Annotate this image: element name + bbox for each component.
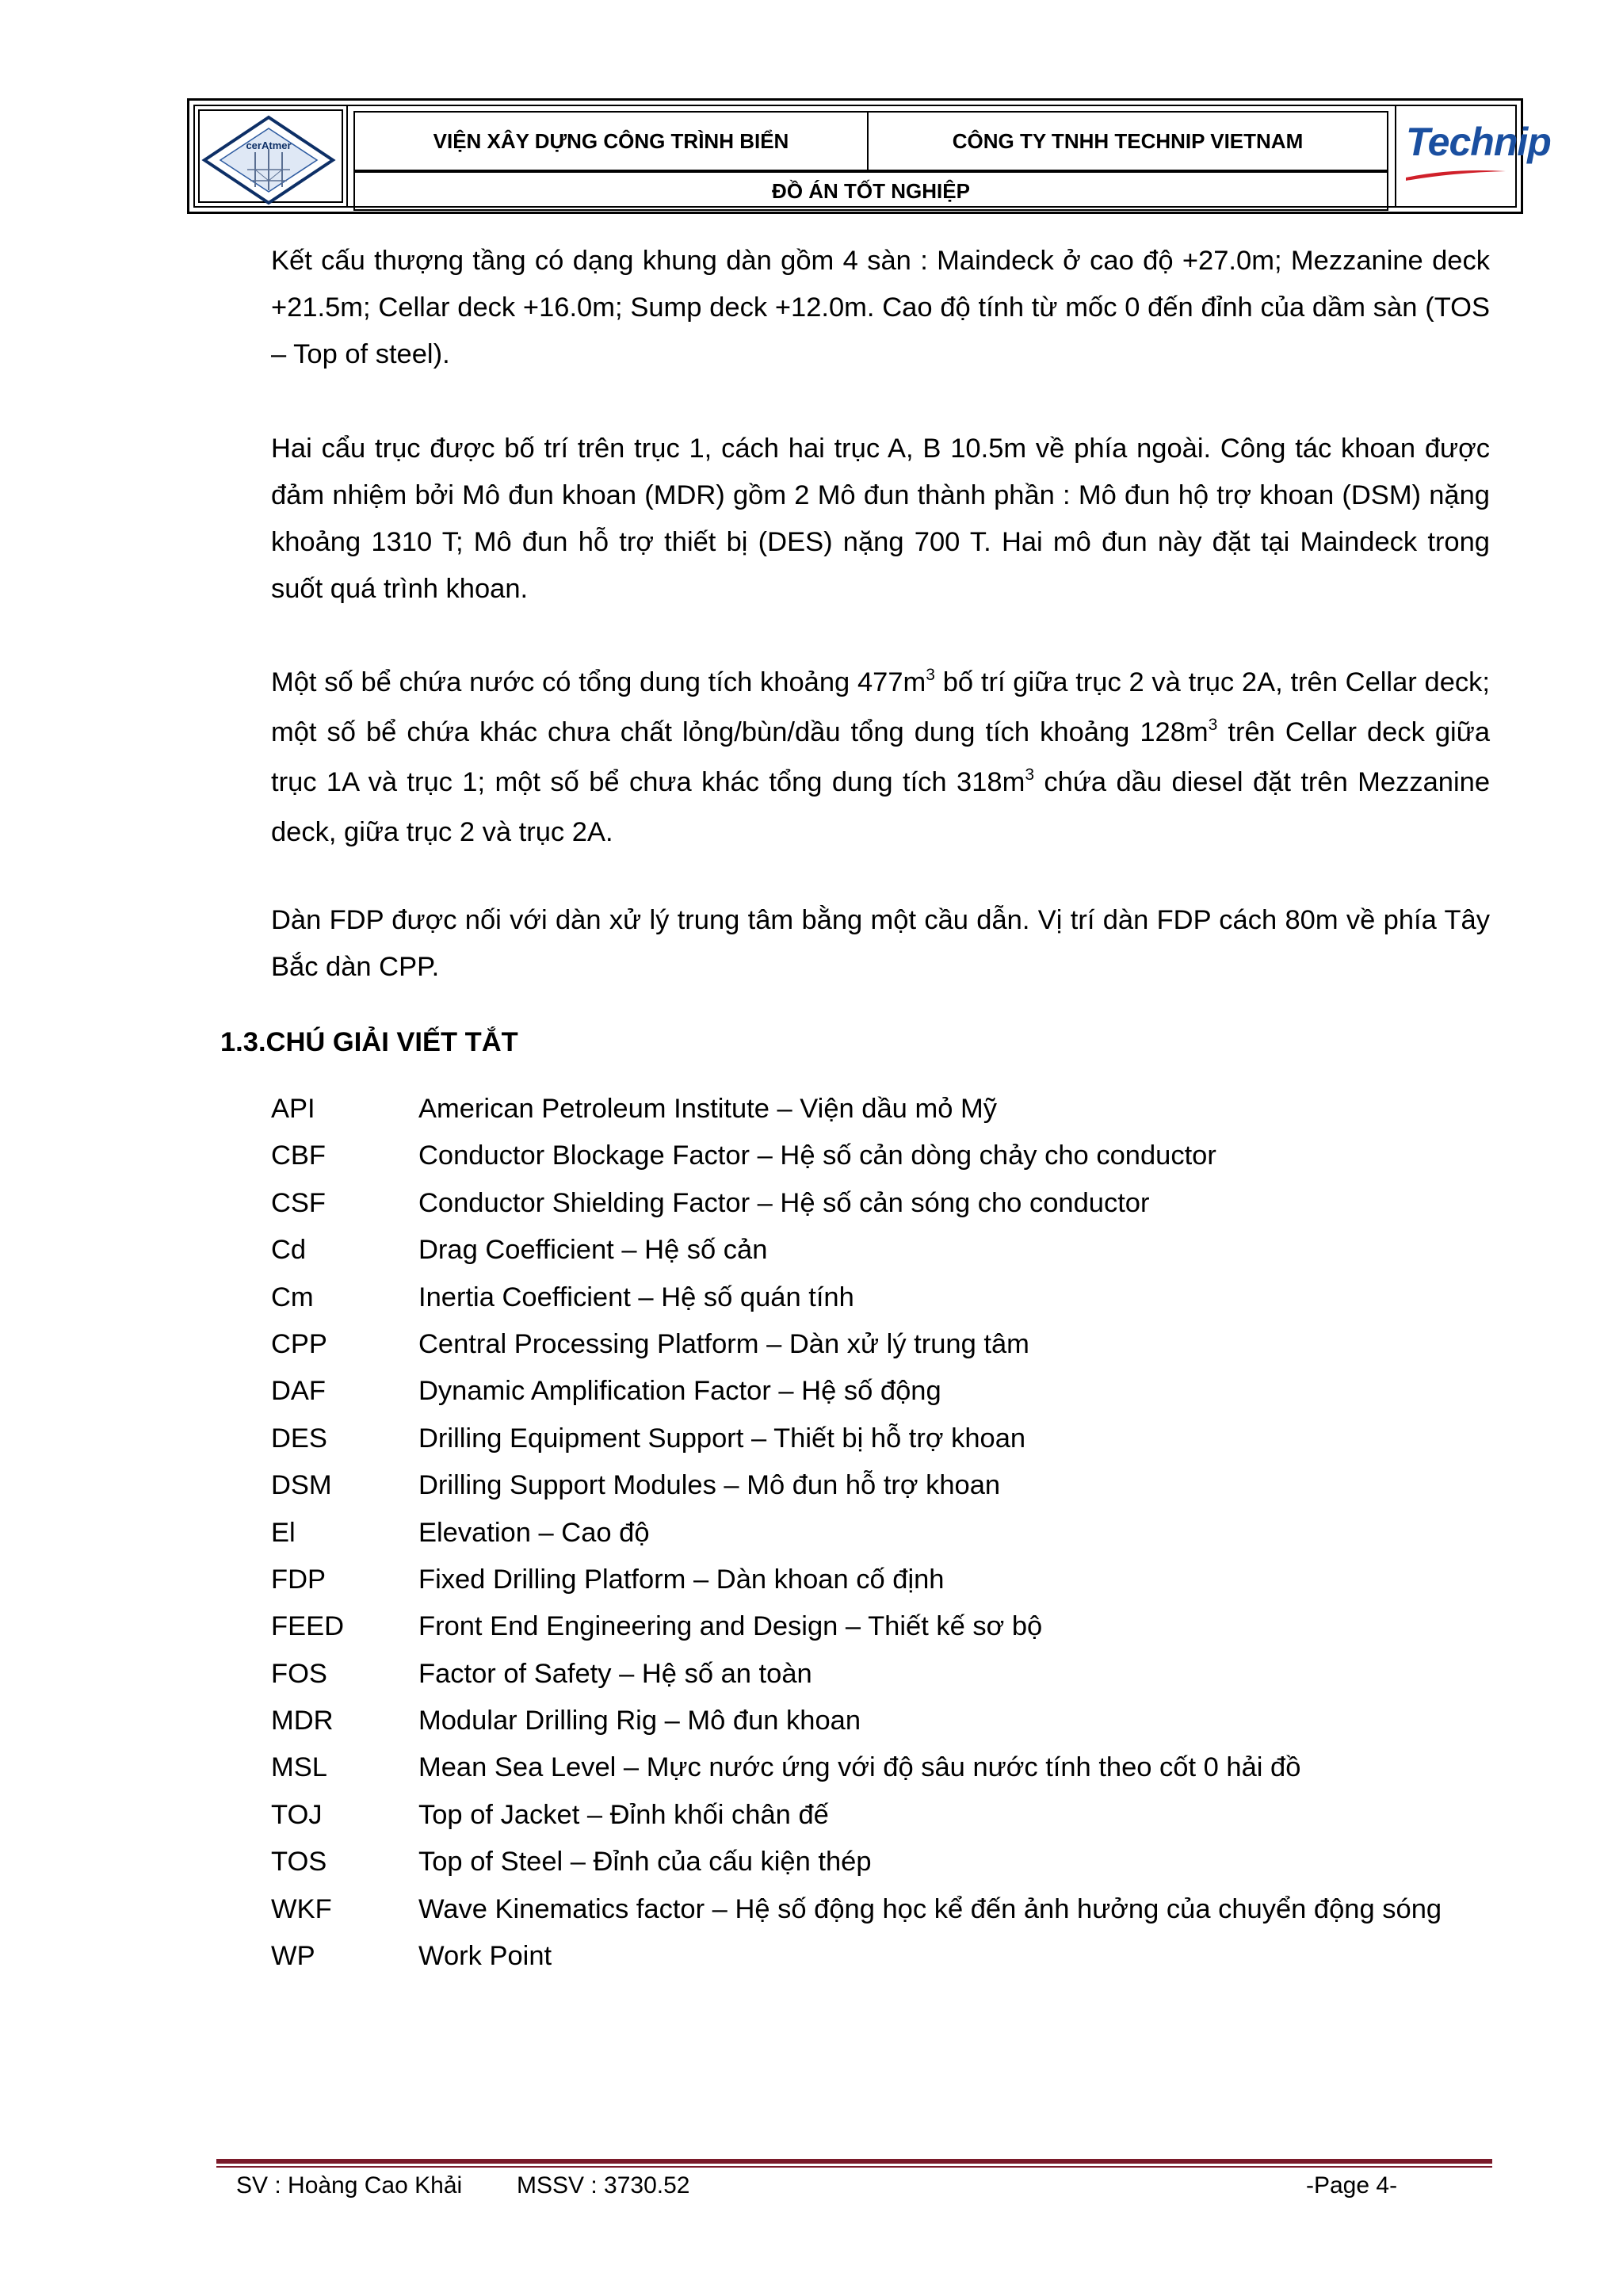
tanks-text-4: chứa dầu diesel đặt trên Mezzanine deck, giữa trục 2 và trục 2A. bbox=[271, 767, 1491, 847]
abbreviation-term: Cm bbox=[271, 1282, 314, 1312]
section-heading bbox=[220, 1027, 518, 1058]
abbreviation-term: FDP bbox=[271, 1564, 326, 1595]
tanks-text-1: Một số bể chứa nước có tổng dung tích khoảng 477m bbox=[271, 667, 926, 697]
abbreviation-term: WP bbox=[271, 1941, 315, 1972]
paragraph-bridge: Dàn FDP được nối với dàn xử lý trung tâm bằng một cầu dẫn. Vị trí dàn FDP cách 80m về phía Tây Bắc dàn CPP. bbox=[271, 905, 1490, 982]
header-frame bbox=[193, 105, 1551, 208]
abbreviation-term: WKF bbox=[271, 1893, 332, 1924]
footer-rule-thin bbox=[216, 2166, 1492, 2168]
abbreviation-definition: Front End Engineering and Design – Thiết kế sơ bộ bbox=[418, 1611, 1043, 1642]
abbreviation-term: API bbox=[271, 1094, 315, 1124]
abbreviation-term: DAF bbox=[271, 1376, 326, 1407]
abbreviation-term: CBF bbox=[271, 1140, 326, 1171]
section-title: CHÚ GIẢI VIẾT TẮT bbox=[265, 1027, 518, 1057]
abbreviation-term: FEED bbox=[271, 1611, 345, 1642]
institute-name: VIỆN XÂY DỰNG CÔNG TRÌNH BIỂN bbox=[355, 113, 869, 170]
abbreviation-definition: Modular Drilling Rig – Mô đun khoan bbox=[418, 1706, 861, 1736]
footer-rule bbox=[216, 2159, 1492, 2164]
abbreviation-definition: Drilling Equipment Support – Thiết bị hỗ trợ khoan bbox=[418, 1423, 1026, 1454]
tanks-text-2: bố trí giữa trục 2 và trục 2A, trên Cellar deck; một số bể chứa khác chưa chất lỏng/bùn/dầu tổng dung tích khoảng 128m bbox=[271, 667, 1490, 747]
abbreviation-term: DSM bbox=[271, 1470, 332, 1501]
abbreviation-definition: Conductor Blockage Factor – Hệ số cản dòng chảy cho conductor bbox=[418, 1140, 1216, 1171]
tanks-text-3: trên Cellar deck giữa trục 1A và trục 1; một số bể chưa khác tổng dung tích 318m bbox=[271, 717, 1491, 797]
header-organizations bbox=[353, 111, 1388, 171]
section-number: 1.3. bbox=[220, 1027, 266, 1057]
abbreviation-term: El bbox=[271, 1517, 296, 1548]
abbreviation-definition: Inertia Coefficient – Hệ số quán tính bbox=[418, 1282, 854, 1312]
footer-student-id: MSSV : 3730.52 bbox=[517, 2172, 690, 2199]
technip-swoosh-icon bbox=[1404, 166, 1507, 182]
paragraph-cranes-drilling: Hai cẩu trục được bố trí trên trục 1, cách hai trục A, B 10.5m về phía ngoài. Công tác khoan được đảm nhiệm bởi Mô đun khoan (MDR) gồm 2 Mô đun thành phần : Mô đun hộ trợ khoan (DSM) nặng khoảng 1310 T; Mô đun hỗ trợ thiết bị (DES) nặng 700 T. Hai mô đun này đặt tại Maindeck trong suốt quá trình khoan. bbox=[271, 434, 1490, 604]
abbreviation-definition: Drag Coefficient – Hệ số cản bbox=[418, 1235, 768, 1266]
abbreviation-definition: Work Point bbox=[418, 1941, 552, 1972]
technip-logo-cell bbox=[1395, 106, 1551, 206]
abbreviation-term: TOJ bbox=[271, 1799, 323, 1830]
abbreviation-term: DES bbox=[271, 1423, 327, 1454]
abbreviation-definition: Dynamic Amplification Factor – Hệ số động bbox=[418, 1376, 941, 1407]
abbreviation-term: CSF bbox=[271, 1187, 326, 1218]
paragraph-superstructure: Kết cấu thượng tầng có dạng khung dàn gồm 4 sàn : Maindeck ở cao độ +27.0m; Mezzanine deck +21.5m; Cellar deck +16.0m; Sump deck +12.0m. Cao độ tính từ mốc 0 đến đỉnh của dầm sàn (TOS – Top of steel). bbox=[271, 246, 1490, 369]
abbreviation-definition: Top of Jacket – Đỉnh khối chân đế bbox=[418, 1799, 829, 1830]
header-center bbox=[353, 106, 1388, 206]
abbreviation-definition: Mean Sea Level – Mực nước ứng với độ sâu nước tính theo cốt 0 hải đồ bbox=[418, 1752, 1301, 1783]
abbreviation-definition: Conductor Shielding Factor – Hệ số cản sóng cho conductor bbox=[418, 1187, 1150, 1218]
superscript-3: 3 bbox=[1025, 766, 1034, 784]
abbreviation-term: TOS bbox=[271, 1847, 327, 1878]
footer-student: SV : Hoàng Cao Khải bbox=[236, 2172, 463, 2199]
abbreviation-definition: Wave Kinematics factor – Hệ số động học kể đến ảnh hưởng của chuyển động sóng bbox=[418, 1893, 1442, 1924]
abbreviation-definition: Fixed Drilling Platform – Dàn khoan cố định bbox=[418, 1564, 945, 1595]
abbreviation-definition: Top of Steel – Đỉnh của cấu kiện thép bbox=[418, 1847, 872, 1878]
diamond-logo-icon bbox=[200, 111, 338, 211]
superscript-3: 3 bbox=[926, 666, 935, 684]
footer-page-number: -Page 4- bbox=[1306, 2172, 1398, 2199]
abbreviation-definition: Elevation – Cao độ bbox=[418, 1517, 650, 1548]
company-name: CÔNG TY TNHH TECHNIP VIETNAM bbox=[952, 128, 1304, 153]
abbreviation-definition: Factor of Safety – Hệ số an toàn bbox=[418, 1658, 812, 1689]
abbreviation-term: MSL bbox=[271, 1752, 327, 1783]
page-header bbox=[187, 98, 1551, 214]
abbreviation-term: FOS bbox=[271, 1658, 327, 1689]
abbreviation-term: MDR bbox=[271, 1706, 334, 1736]
abbreviation-definition: Central Processing Platform – Dàn xử lý trung tâm bbox=[418, 1328, 1029, 1359]
logo-text: cerAtmer bbox=[246, 139, 292, 151]
abbreviation-term: Cd bbox=[271, 1235, 307, 1266]
abbreviation-term: CPP bbox=[271, 1328, 327, 1359]
superscript-3: 3 bbox=[1208, 716, 1218, 734]
institute-logo-cell bbox=[195, 106, 348, 206]
abbreviation-definition: American Petroleum Institute – Viện dầu mỏ Mỹ bbox=[418, 1094, 997, 1124]
document-title: ĐỒ ÁN TỐT NGHIỆP bbox=[353, 171, 1388, 211]
technip-logo: Technip bbox=[1406, 120, 1551, 164]
institute-logo bbox=[198, 109, 343, 203]
paragraph-tanks bbox=[271, 659, 1490, 856]
abbreviation-definition: Drilling Support Modules – Mô đun hỗ trợ khoan bbox=[418, 1470, 1001, 1501]
